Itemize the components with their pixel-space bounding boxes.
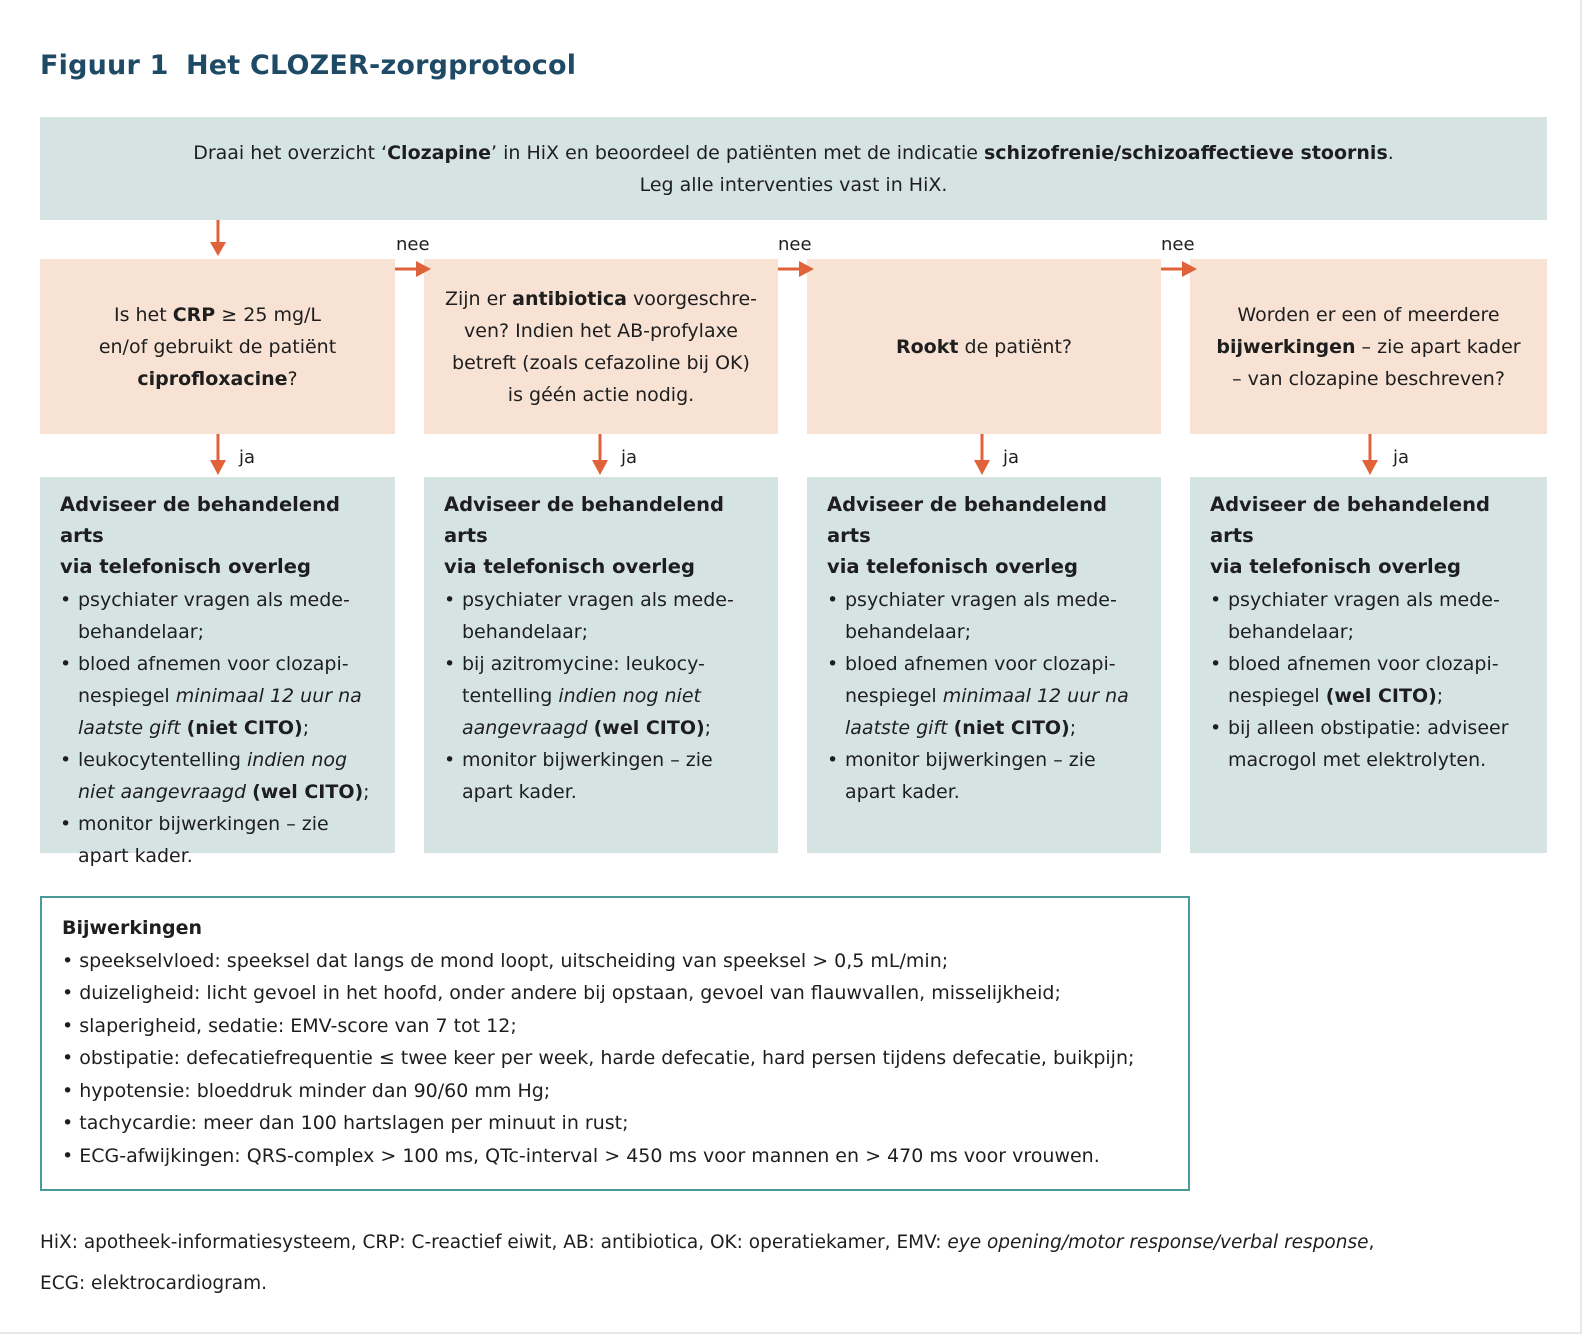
advice-item: • bloed afnemen voor clozapi-nespiegel minimaal 12 uur na laatste gift (niet CITO); [60, 648, 379, 744]
side-effects-title: Bijwerkingen [62, 917, 203, 939]
label-ja-3: ja [1003, 447, 1020, 468]
question-box-side-effects [1190, 259, 1547, 434]
q-text: ven? Indien het AB-profylaxe [464, 319, 738, 342]
q-text: – van clozapine beschreven? [1232, 367, 1505, 390]
q-bold: Rookt [896, 335, 959, 358]
advice-title: Adviseer de behandelend arts via telefonisch overleg [1210, 493, 1490, 578]
side-effect-item: • slaperigheid, sedatie: EMV-score van 7 tot 12; [62, 1010, 1168, 1043]
intro-text: Draai het overzicht ‘ [193, 142, 388, 164]
advice-item: • bij azitromycine: leukocy-tentelling indien nog niet aangevraagd (wel CITO); [444, 648, 762, 744]
side-effects-box [40, 896, 1190, 1191]
side-effect-item: • speekselvloed: speeksel dat langs de mond loopt, uitscheiding van speeksel > 0,5 mL/min; [62, 945, 1168, 978]
q-bold: CRP [172, 303, 216, 326]
question-box-smoking [807, 259, 1161, 434]
advice-item: • bij alleen obstipatie: adviseer macrogol met elektrolyten. [1210, 712, 1531, 776]
advice-item: • psychiater vragen als mede-behandelaar; [444, 584, 762, 648]
footnote-line-2: ECG: elektrocardiogram. [40, 1273, 268, 1294]
label-ja-1: ja [239, 447, 256, 468]
label-nee-2: nee [778, 234, 812, 255]
intro-text: ’ in HiX en beoordeel de patiënten met de indicatie [491, 142, 984, 164]
side-effect-item: • ECG-afwijkingen: QRS-complex > 100 ms, QTc-interval > 450 ms voor mannen en > 470 ms voor vrouwen. [62, 1140, 1168, 1173]
advice-title: Adviseer de behandelend arts via telefonisch overleg [827, 493, 1107, 578]
intro-line-2: Leg alle interventies vast in HiX. [639, 174, 948, 196]
advice-item: • bloed afnemen voor clozapi-nespiegel (wel CITO); [1210, 648, 1531, 712]
figure-title-text: Het CLOZER-zorgprotocol [186, 50, 577, 81]
arrow-down-intro [210, 220, 226, 256]
intro-line-1 [40, 137, 1547, 169]
figure-number: Figuur 1 [40, 50, 169, 81]
q-text: de patiënt? [958, 335, 1072, 358]
question-box-crp [40, 259, 395, 434]
question-box-antibiotics [424, 259, 778, 434]
q-text: betreft (zoals cefazoline bij OK) [452, 351, 750, 374]
q-text: – zie apart kader [1355, 335, 1521, 358]
arrow-down-ja-3 [974, 434, 990, 475]
q-text: en/of gebruikt de patiënt [98, 335, 337, 358]
q-bold: antibiotica [512, 287, 627, 310]
intro-bold-clozapine: Clozapine [387, 142, 492, 164]
advice-title: Adviseer de behandelend arts via telefonisch overleg [60, 493, 340, 578]
side-effect-item: • obstipatie: defecatiefrequentie ≤ twee keer per week, harde defecatie, hard persen tijdens defecatie, buikpijn; [62, 1042, 1168, 1075]
intro-box [40, 117, 1547, 220]
advice-item: • monitor bijwerkingen – zie apart kader. [444, 744, 762, 808]
q-bold: ciprofloxacine [137, 367, 288, 390]
intro-text: . [1387, 142, 1394, 164]
advice-box-crp [40, 477, 395, 867]
label-nee-1: nee [396, 234, 430, 255]
advice-item: • monitor bijwerkingen – zie apart kader. [827, 744, 1145, 808]
q-text: Zijn er [444, 287, 513, 310]
q-text: voorgeschre- [626, 287, 758, 310]
side-effect-item: • hypotensie: bloeddruk minder dan 90/60 mm Hg; [62, 1075, 1168, 1108]
q-text: ≥ 25 mg/L [215, 303, 322, 326]
advice-item: • psychiater vragen als mede-behandelaar; [827, 584, 1145, 648]
q-text: ? [287, 367, 298, 390]
advice-title: Adviseer de behandelend arts via telefonisch overleg [444, 493, 724, 578]
label-ja-2: ja [621, 447, 638, 468]
label-ja-4: ja [1393, 447, 1410, 468]
arrow-down-ja-4 [1362, 434, 1378, 475]
advice-item: • psychiater vragen als mede-behandelaar; [1210, 584, 1531, 648]
advice-item: • psychiater vragen als mede-behandelaar; [60, 584, 379, 648]
advice-box-side-effects [1190, 477, 1547, 853]
side-effects-list [62, 945, 1168, 1173]
arrow-down-ja-2 [592, 434, 608, 475]
q-bold: bijwerkingen [1216, 335, 1356, 358]
figure-title [40, 50, 576, 81]
intro-bold-indication: schizofrenie/schizoaffectieve stoornis [983, 142, 1388, 164]
label-nee-3: nee [1161, 234, 1195, 255]
q-text: Worden er een of meerdere [1237, 303, 1500, 326]
advice-item: • monitor bijwerkingen – zie apart kader. [60, 808, 379, 872]
side-effect-item: • tachycardie: meer dan 100 hartslagen per minuut in rust; [62, 1107, 1168, 1140]
q-text: is géén actie nodig. [507, 383, 695, 406]
arrow-down-ja-1 [210, 434, 226, 475]
footnote [40, 1222, 1520, 1304]
advice-box-antibiotics [424, 477, 778, 853]
advice-item: • bloed afnemen voor clozapi-nespiegel minimaal 12 uur na laatste gift (niet CITO); [827, 648, 1145, 744]
q-text: Is het [113, 303, 173, 326]
advice-box-smoking [807, 477, 1161, 853]
footnote-line-1: HiX: apotheek-informatiesysteem, CRP: C-reactief eiwit, AB: antibiotica, OK: operatiekamer, EMV: eye opening/motor response/verbal response, [40, 1232, 1375, 1253]
side-effect-item: • duizeligheid: licht gevoel in het hoofd, onder andere bij opstaan, gevoel van flauwvallen, misselijkheid; [62, 977, 1168, 1010]
advice-item: • leukocytentelling indien nog niet aangevraagd (wel CITO); [60, 744, 379, 808]
